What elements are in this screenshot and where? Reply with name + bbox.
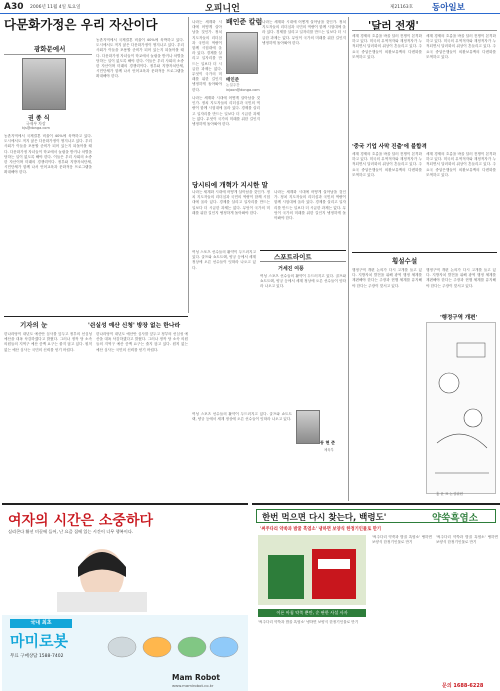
- sports-author-name: 동 현 준: [320, 440, 336, 445]
- ad-right-product-photo: [258, 535, 366, 605]
- reporter-body-b: 한나라당이 내년도 예산안 심사를 앞두고 정부의 선심성 예산을 대폭 삭감하겠다고 밝혔다. 그러나 정작 당 소속 의원들의 지역구 예산 증액 요구는 줄지 않고 있다. 원칙 없는 예산 심사는 국민의 신뢰를 얻기 어렵다.: [96, 332, 188, 352]
- reporter-headline: '쉰실성 예산 신청' 방장 없는 한나라: [88, 323, 181, 329]
- columnist-photo: [226, 32, 258, 74]
- page-number: A30: [4, 2, 24, 12]
- right-body-c: 세계 경제의 흐름을 바꿀 달러 전쟁이 본격화하고 있다. 미국의 무역적자와 재정적자가 누적되면서 달러화의 위상이 흔들리고 있다. 주요국 중앙은행들이 외환보유액의 다변화를 모색하고 있다.: [352, 152, 422, 177]
- essay-title: 횡설수설: [392, 257, 418, 265]
- author-email: kjs@donga.com: [22, 126, 50, 130]
- columnist-name: 배인준: [226, 78, 240, 83]
- author-photo: [22, 58, 66, 110]
- center-sub-headline: 당시티에 개혁가 지시한 말: [192, 181, 268, 189]
- sports-body-right: 여성 스포츠 선수들의 활약이 두드러지고 있다. 골프와 쇼트트랙, 양궁 등에서 세계 정상에 오른 선수들이 잇따라 나오고 있다.: [260, 274, 346, 289]
- column-rule: [348, 17, 349, 501]
- divider: [352, 252, 497, 253]
- ad-right-headline: 한번 먹으면 다시 찾는다, 백령도': [262, 513, 387, 523]
- ad-left-products: [102, 623, 242, 665]
- cartoon-title: '행정구역 개편': [440, 315, 478, 321]
- cartoon-illustration: [427, 323, 497, 495]
- right-headline: '달러 전쟁': [368, 20, 419, 32]
- right-body-a: 세계 경제의 흐름을 바꿀 달러 전쟁이 본격화하고 있다. 미국의 무역적자와 재정적자가 누적되면서 달러화의 위상이 흔들리고 있다. 주요국 중앙은행들이 외환보유액의 다변화를 모색하고 있다.: [352, 34, 422, 59]
- center-body-e: 나라는 세계화 시대에 어떻게 살아남을 것인가. 정치 지도자들의 리더십과 국민의 역량이 함께 시험대에 올라 있다. 경제를 살리고 일자리를 만드는 일보다 더 시급한 과제는 없다. 무엇이 국가의 미래를 위한 길인지 냉정하게 돌아봐야 한다.: [274, 190, 346, 221]
- ad-right-body-c: '써주다리 약쑥과 밤꿀 흑염소' 냉하면 보양식 한정기인물로 만기: [258, 620, 359, 624]
- right-body-d: 세계 경제의 흐름을 바꿀 달러 전쟁이 본격화하고 있다. 미국의 무역적자와 재정적자가 누적되면서 달러화의 위상이 흔들리고 있다. 주요국 중앙은행들이 외환보유액의 다변화를 모색하고 있다.: [426, 152, 496, 177]
- divider: [4, 54, 92, 55]
- columnist-email: injoon@donga.com: [226, 88, 260, 92]
- ad-left-phone: 무료 구매상담 1588-7402: [10, 654, 64, 659]
- left-column-tag: 광화문에서: [34, 45, 66, 53]
- sports-author-role: 체육부: [324, 448, 334, 452]
- sports-body-left: 여성 스포츠 선수들의 활약이 두드러지고 있다. 골프와 쇼트트랙, 양궁 등에서 세계 정상에 오른 선수들이 잇따라 나오고 있다.: [192, 250, 256, 270]
- center-body-c: 나라는 세계화 시대에 어떻게 살아남을 것인가. 정치 지도자들의 리더십과 국민의 역량이 함께 시험대에 올라 있다. 경제를 살리고 일자리를 만드는 일보다 더 시급한 과제는 없다. 무엇이 국가의 미래를 위한 길인지 냉정하게 돌아봐야 한다.: [192, 96, 260, 127]
- essay-body-b: 행정구역 개편 논의가 다시 고개를 들고 있다. 지방자치 발전을 위해 광역 행정 체계를 재편해야 한다는 주장과 현행 체계를 유지해야 한다는 주장이 맞서고 있다.: [426, 268, 496, 288]
- column-rule: [188, 17, 189, 313]
- sports-body-bottom: 여성 스포츠 선수들의 활약이 두드러지고 있다. 골프와 쇼트트랙, 양궁 등에서 세계 정상에 오른 선수들이 잇따라 나오고 있다.: [192, 412, 292, 422]
- section-title: 오피니언: [205, 4, 240, 14]
- left-body-2: 농촌지역에서 국제결혼 비율이 40%에 육박하고 있다. 도시에서도 적지 않은 다문화가정이 생겨나고 있다. 우리 사회가 이들을 포용할 준비가 되어 있는지 되돌아볼 때다. 다문화가정 자녀들이 학교에서 놀림을 받거나 차별을 당하는 일이 없도록 해야 한다. 이들은 우리 사회의 소중한 자산이며 미래의 경쟁력이다. 정부와 지방자치단체, 시민단체가 함께 나서 언어교육과 문화적응 프로그램을 확대해야 한다.: [96, 38, 184, 79]
- right-body-b: 세계 경제의 흐름을 바꿀 달러 전쟁이 본격화하고 있다. 미국의 무역적자와 재정적자가 누적되면서 달러화의 위상이 흔들리고 있다. 주요국 중앙은행들이 외환보유액의 다변화를 모색하고 있다.: [426, 34, 496, 59]
- cartoon-caption: 홍 윤 표 논설위원: [436, 492, 464, 496]
- reporter-column-tag: 기자의 눈: [20, 321, 48, 329]
- author-role: 국제부 차장: [26, 121, 46, 126]
- ad-right-body-a: '써주다리 약쑥과 밤꿀 흑염소' 냉하면 보양식 한정기인물로 만기: [372, 535, 432, 545]
- center-body-a: 나라는 세계화 시대에 어떻게 살아남을 것인가. 정치 지도자들의 리더십과 국민의 역량이 함께 시험대에 올라 있다. 경제를 살리고 일자리를 만드는 일보다 더 시급한 과제는 없다. 무엇이 국가의 미래를 위한 길인지 냉정하게 돌아봐야 한다.: [192, 20, 222, 92]
- issue-number: 제21163호: [390, 5, 414, 10]
- brand-logo: 동아일보: [432, 3, 465, 13]
- advertisement-robot-cleaner[interactable]: [2, 503, 248, 691]
- ad-right-caption: 이른 아침 약쑥 뿐만, 순 판한 사설 사자: [258, 609, 366, 617]
- cartoon-frame: [426, 322, 496, 494]
- ad-right-headline-accent: 약쑥흑염소: [432, 513, 478, 524]
- columnist-role: 논설주간: [226, 83, 240, 87]
- author-name: 권 종 식: [28, 115, 50, 122]
- center-column-tag: 배인준 칼럼: [226, 18, 263, 26]
- left-headline: 다문화가정은 우리 자산이다: [4, 17, 158, 32]
- left-body-1: 농촌지역에서 국제결혼 비율이 40%에 육박하고 있다. 도시에서도 적지 않은 다문화가정이 생겨나고 있다. 우리 사회가 이들을 포용할 준비가 되어 있는지 되돌아볼 때다. 다문화가정 자녀들이 학교에서 놀림을 받거나 차별을 당하는 일이 없도록 해야 한다. 이들은 우리 사회의 소중한 자산이며 미래의 경쟁력이다. 정부와 지방자치단체, 시민단체가 함께 나서 언어교육과 문화적응 프로그램을 확대해야 한다.: [4, 134, 92, 175]
- ad-left-model-photo: [42, 537, 162, 612]
- sports-title: 스포트라이트: [274, 253, 312, 261]
- ad-right-body-b: '써주다리 약쑥과 밤꿀 흑염소' 냉하면 보양식 한정기인물로 만기: [436, 535, 498, 545]
- sports-subtitle: 거세진 여풍: [278, 266, 304, 272]
- ad-left-subline: 실리콘다 활선 미끌에 들어, 난 요즘 집에 있는 시간이 너무 행복이다.: [8, 529, 134, 534]
- right-sub-headline: '중국 기업 사막 진출'에 불합격: [352, 144, 427, 150]
- ad-right-subline: '써주다리 약쑥과 밤꿀 흑염소' 냉하면 보양식 한정기인물로 만기: [260, 527, 382, 532]
- ad-left-headline: 여자의 시간은 소중하다: [8, 513, 153, 529]
- sports-author-photo: [296, 410, 320, 444]
- issue-date: 2006년 11월 4일 토요일: [30, 5, 81, 10]
- ad-left-logo: Mam Robot: [172, 673, 220, 682]
- divider: [352, 30, 497, 31]
- ad-left-tag: 국내 최초: [10, 619, 72, 628]
- center-body-b: 나라는 세계화 시대에 어떻게 살아남을 것인가. 정치 지도자들의 리더십과 국민의 역량이 함께 시험대에 올라 있다. 경제를 살리고 일자리를 만드는 일보다 더 시급한 과제는 없다. 무엇이 국가의 미래를 위한 길인지 냉정하게 돌아봐야 한다.: [262, 20, 346, 45]
- essay-body-a: 행정구역 개편 논의가 다시 고개를 들고 있다. 지방자치 발전을 위해 광역 행정 체계를 재편해야 한다는 주장과 현행 체계를 유지해야 한다는 주장이 맞서고 있다.: [352, 268, 422, 288]
- ad-left-brand: 마미로봇: [10, 632, 68, 650]
- center-body-d: 나라는 세계화 시대에 어떻게 살아남을 것인가. 정치 지도자들의 리더십과 국민의 역량이 함께 시험대에 올라 있다. 경제를 살리고 일자리를 만드는 일보다 더 시급한 과제는 없다. 무엇이 국가의 미래를 위한 길인지 냉정하게 돌아봐야 한다.: [192, 190, 270, 215]
- divider: [4, 316, 188, 317]
- ad-left-url: www.mamirobot.co.kr: [172, 683, 214, 688]
- advertisement-goat-tonic[interactable]: [252, 503, 500, 691]
- reporter-body-a: 한나라당이 내년도 예산안 심사를 앞두고 정부의 선심성 예산을 대폭 삭감하겠다고 밝혔다. 그러나 정작 당 소속 의원들의 지역구 예산 증액 요구는 줄지 않고 있다. 원칙 없는 예산 심사는 국민의 신뢰를 얻기 어렵다.: [4, 332, 92, 352]
- ad-right-phone: 문의 1688-6228: [442, 683, 484, 689]
